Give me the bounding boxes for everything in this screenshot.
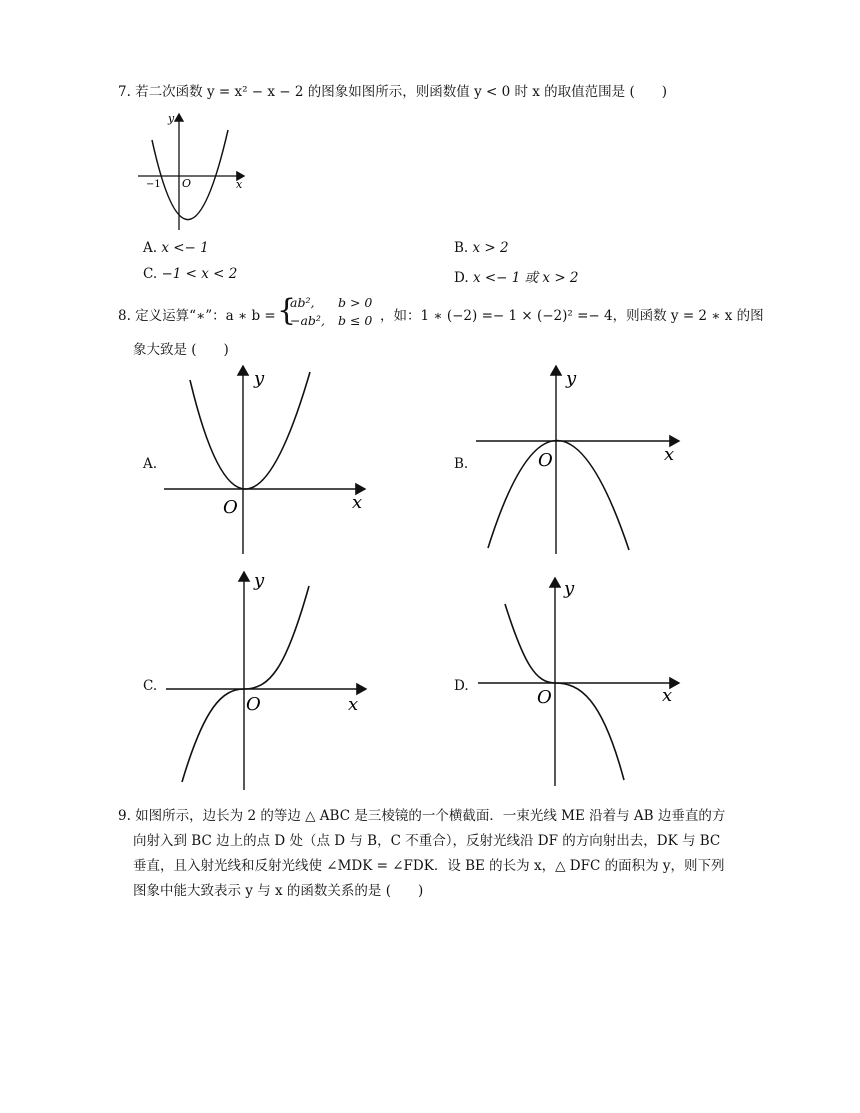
svg-text:x: x — [664, 444, 675, 465]
svg-text:O: O — [537, 687, 552, 708]
svg-text:y: y — [254, 368, 265, 389]
q7-fig-x: x — [236, 178, 243, 191]
svg-text:O: O — [538, 450, 553, 471]
svg-text:O: O — [223, 497, 238, 518]
svg-text:y: y — [254, 570, 265, 591]
q8-case2-expr: −ab², — [290, 313, 325, 328]
q8-option-c-label[interactable]: C. — [143, 678, 158, 694]
q8-option-d-label[interactable]: D. — [454, 678, 469, 694]
q7-fig-origin: O — [182, 177, 192, 190]
q7-stem: 7. 若二次函数 y = x² − x − 2 的图象如图所示，则函数值 y < 0 时 x 的取值范围是 ( ) — [118, 84, 668, 100]
svg-text:O: O — [246, 694, 261, 715]
q8-option-a-label[interactable]: A. — [143, 456, 158, 472]
q8-option-c-graph[interactable] — [164, 568, 379, 793]
q9-line2: 向射入到 BC 边上的点 D 处（点 D 与 B，C 不重合），反射光线沿 DF 的方向射出去，DK 与 BC — [133, 833, 721, 849]
q8-brace: { — [277, 293, 297, 328]
q8-case2-cond: b ≤ 0 — [338, 313, 373, 328]
q7-option-c[interactable]: C. −1 < x < 2 — [143, 266, 238, 282]
q8-option-b-label[interactable]: B. — [454, 456, 469, 472]
svg-text:x: x — [348, 694, 359, 715]
q7-fig-neg1: −1 — [146, 179, 161, 190]
q9-line3: 垂直，且入射光线和反射光线使 ∠MDK = ∠FDK．设 BE 的长为 x，△ DFC 的面积为 y，则下列 — [133, 858, 725, 874]
svg-text:y: y — [566, 368, 577, 389]
q7-option-b[interactable]: B. x > 2 — [454, 240, 509, 256]
q7-option-a[interactable]: A. x <− 1 — [143, 240, 209, 256]
svg-text:y: y — [564, 578, 575, 599]
q8-suffix: ，如：1 ∗ (−2) =− 1 × (−2)² =− 4，则函数 y = 2 ∗ x 的图 — [380, 308, 764, 324]
q8-case1-expr: ab², — [290, 295, 315, 310]
q9-line1: 9. 如图所示，边长为 2 的等边 △ ABC 是三棱镜的一个横截面．一束光线 ME 沿着与 AB 边垂直的方 — [118, 808, 726, 824]
q8-prefix: 8. 定义运算“∗”：a ∗ b = — [118, 308, 276, 324]
q7-fig-y: y — [168, 112, 175, 125]
q8-case1-cond: b > 0 — [338, 295, 373, 310]
q8-option-a-graph[interactable] — [160, 362, 375, 557]
q8-option-d-graph[interactable] — [476, 574, 691, 789]
svg-text:x: x — [352, 492, 363, 513]
q8-option-b-graph[interactable] — [472, 362, 687, 557]
q7-parabola-figure — [132, 108, 252, 233]
q9-line4: 图象中能大致表示 y 与 x 的函数关系的是 ( ) — [133, 883, 424, 899]
svg-text:x: x — [662, 685, 673, 706]
q8-stem-line2: 象大致是 ( ) — [133, 342, 229, 358]
q7-option-d[interactable]: D. x <− 1 或 x > 2 — [454, 270, 579, 286]
